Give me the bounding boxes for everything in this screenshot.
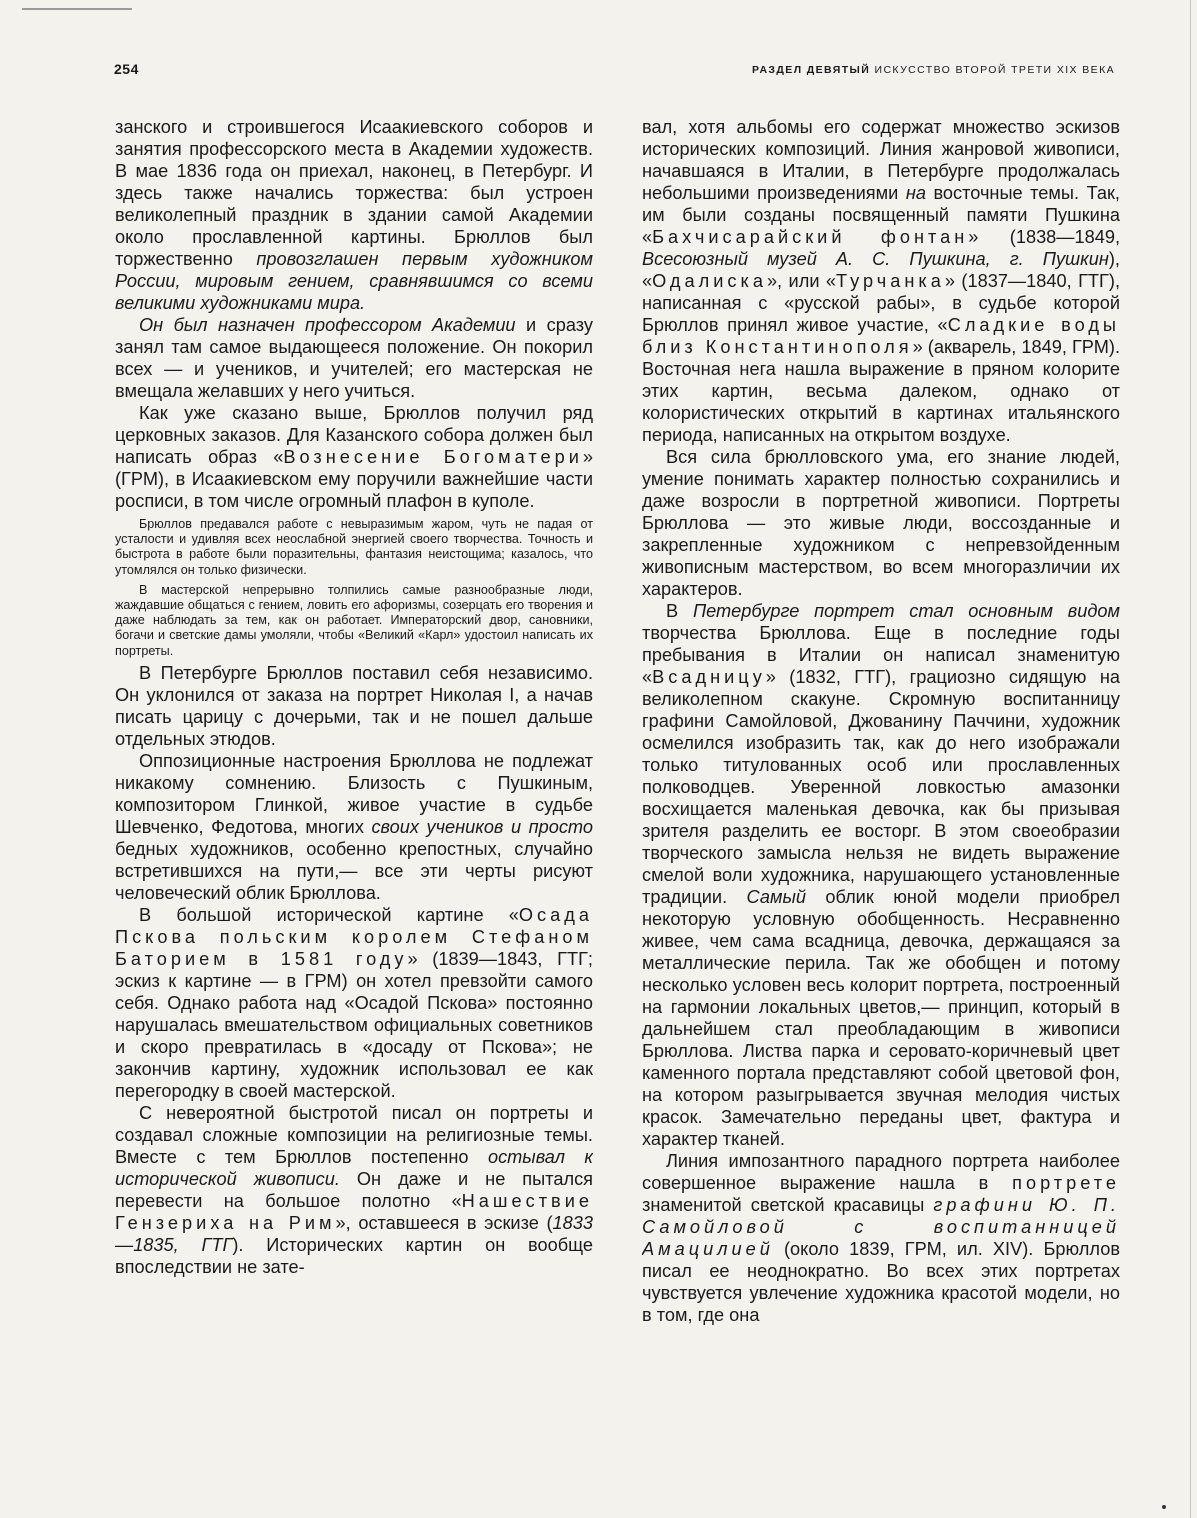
paragraph: В Петербурге Брюллов поставил себя независимо. Он уклонился от заказа на портрет Николая I, а начав писать царицу с дочерьми, так и не пошел дальше отдельных этюдов.	[115, 662, 593, 749]
text-run: » (1838—1849,	[968, 227, 1120, 247]
italic-run: Всесоюзный музей А. С. Пушкина, г. Пушкин	[642, 249, 1109, 269]
section-title: ИСКУССТВО ВТОРОЙ ТРЕТИ XIX ВЕКА	[874, 64, 1115, 76]
text-run: » (1839—1843, ГТГ; эскиз к картине — в ГРМ) он хотел превзойти самого себя. Однако работа над «Осадой Пскова» постоянно нарушалась вмешательством официальных советников и скоро превратилась в «досаду от Пскова»; не закончив картину, художник использовал ее как перегородку в своей мастерской.	[115, 948, 593, 1101]
italic-run: 1833—1835, ГТГ	[115, 1212, 593, 1255]
text-run: творчества Брюллова. Еще в последние годы пребывания в Италии он написал знаменитую «	[642, 623, 1120, 687]
text-run: ). Исторических картин он вообще впоследствии не зате-	[115, 1234, 593, 1277]
spaced-title: Осада Пскова польским королем Стефаном Баторием в 1581 году	[115, 904, 593, 969]
spaced-title: Одалиска	[652, 271, 767, 291]
text-run: Он даже и не пытался перевести на большое полотно «	[115, 1168, 593, 1211]
text-run: », оставшееся в эскизе (	[335, 1212, 553, 1233]
text-run: облик юной модели приобрел некоторую условную обобщенность. Несравненно живее, чем сама всадница, девочка, держащаяся за металлические перила. Так же обобщен и потому несколько условен весь колорит портрета, построенный на гармонии локальных цветов,— принцип, который в дальнейшем стал преобладающим в живописи Брюллова. Листва парка и серовато-коричневый цвет каменного портала представляют собой цветовой фон, на котором разыгрывается звучная мелодия чистых красок. Замечательно переданы цвет, фактура и характер тканей.	[642, 887, 1120, 1149]
paragraph	[642, 116, 1120, 446]
text-run: занского и строившегося Исаакиевского соборов и занятия профессорского места в Академии художеств. В мае 1836 года он приехал, наконец, в Петербург. И здесь также начались торжества: был устроен великолепный праздник в здании самой Академии около прославленной картины. Брюллов был торжественно	[115, 117, 593, 269]
section-label: РАЗДЕЛ ДЕВЯТЫЙ	[751, 64, 871, 76]
scan-edge-line	[22, 8, 132, 10]
paragraph	[115, 402, 593, 512]
paragraph	[115, 1102, 593, 1278]
paragraph	[115, 750, 593, 904]
text-run: », или «	[766, 271, 837, 291]
text-run: Линия импозантного парадного портрета наиболее совершенное выражение нашла в	[642, 1151, 1120, 1193]
spaced-title: Сладкие воды близ Константинополя	[642, 315, 1120, 357]
spaced-title: Вознесение Богоматери	[283, 447, 583, 467]
paragraph: Вся сила брюлловского ума, его знание людей, умение понимать характер полностью сохранились и даже возросли в портретной живописи. Портреты Брюллова — это живые люди, воссозданные и закрепленные художником с непревзойденным живописным мастерством, во всем многоразличии их характеров.	[642, 447, 1120, 599]
text-run: ), «	[642, 249, 1120, 291]
small-print-quote: Брюллов предавался работе с невыразимым жаром, чуть не падая от усталости и удивляя всех неослабной энергией своего творчества. Точность и быстрота в работе были поразительны, фантазия неистощима; казалось, что утомлялся он только физически.	[115, 517, 593, 577]
italic-run: Он был назначен профессором Академии	[139, 315, 516, 335]
text-run: С невероятной быстротой писал он портреты и создавал сложные композиции на религиозные темы. Вместе с тем Брюллов постепенно	[115, 1102, 593, 1167]
italic-run: своих учеников и просто	[371, 816, 593, 837]
italic-run: Самый	[746, 887, 806, 907]
text-run: бедных художников, особенно крепостных, случайно встретившихся на пути,— все эти черты рисуют человеческий облик Брюллова.	[115, 838, 593, 903]
text-run: » (акварель, 1849, ГРМ). Восточная нега нашла выражение в пряном колорите этих картин, весьма далеком, однако от колористических открытий в картинах итальянского периода, написанных на открытом воздухе.	[642, 337, 1120, 445]
text-run: В большой исторической картине «	[139, 904, 519, 925]
spaced-italic-title: графини Ю. П. Самойловой с воспитанницей Амацилией	[642, 1195, 1120, 1259]
left-column	[115, 116, 593, 1481]
spaced-title: портрете	[1012, 1173, 1120, 1193]
text-run: вал, хотя альбомы его содержат множество эскизов исторических композиций. Линия жанровой живописи, начавшаяся в Италии, в Петербурге продолжалась небольшими произведениями	[642, 117, 1120, 203]
text-run: В	[666, 601, 693, 621]
text-run: » (ГРМ), в Исаакиевском ему поручили важнейшие части росписи, в том числе огромный плафон в куполе.	[115, 447, 593, 511]
italic-run: Петербурге портрет стал основным видом	[692, 601, 1120, 621]
scan-speck	[1162, 1505, 1166, 1509]
text-run: и сразу занял там самое выдающееся положение. Он покорил всех — и учеников, и учителей; его мастерская не вмещала желавших у него учиться.	[115, 315, 593, 401]
spaced-title: Бахчисарайский фонтан	[652, 227, 969, 247]
text-run: восточные темы. Так, им были созданы посвященный памяти Пушкина «	[642, 183, 1120, 247]
paragraph	[115, 116, 593, 314]
text-run: » (1832, ГТГ), грациозно сидящую на великолепном скакуне. Скромную воспитанницу графини Самойловой, Джованину Паччини, художник осмелился изобразить так, как до него изображали только титулованных особ или прославленных полководцев. Уверенной ловкостью амазонки восхищается маленькая девочка, как бы призывая зрителя разделить ее восторг. В этом своеобразии творческого замысла нельзя не видеть выражение смелой воли художника, нарушающего установленные традиции.	[642, 667, 1120, 907]
text-run: (около 1839, ГРМ, ил. XIV). Брюллов писал ее неоднократно. Во всех этих портретах чувствуется увлечение художника красотой модели, но в том, где она	[642, 1239, 1120, 1325]
text-run: Как уже сказано выше, Брюллов получил ряд церковных заказов. Для Казанского собора должен был написать образ «	[115, 403, 593, 467]
italic-run: на	[905, 183, 926, 203]
text-run: » (1837—1840, ГТГ), написанная с «русской рабы», в судьбе которой Брюллов принял живое участие, «	[642, 271, 1120, 335]
page-edge	[1190, 0, 1191, 1518]
paragraph	[642, 1150, 1120, 1326]
spaced-title: Турчанка	[836, 271, 945, 291]
page-number: 254	[114, 61, 139, 77]
running-header	[752, 64, 1115, 76]
small-print-quote: В мастерской непрерывно толпились самые разнообразные люди, жаждавшие общаться с гением, ловить его афоризмы, созерцать его творения и даже наблюдать за тем, как он работает. Императорский двор, сановники, богачи и светские дамы умоляли, чтобы «Великий «Карл» удостоил написать их портреты.	[115, 582, 593, 658]
paragraph	[115, 314, 593, 402]
paragraph	[115, 904, 593, 1102]
paragraph	[642, 600, 1120, 1150]
italic-run: провозглашен первым художником России, мировым гением, сравнявшимся со всеми великими художниками мира.	[115, 249, 593, 313]
spaced-title: Всадницу	[652, 667, 766, 687]
spaced-title: Нашествие Гензериха на Рим	[115, 1190, 593, 1233]
right-column	[642, 116, 1120, 1481]
text-run: Оппозиционные настроения Брюллова не подлежат никакому сомнению. Близость с Пушкиным, композитором Глинкой, живое участие в судьбе Шевченко, Федотова, многих	[115, 750, 593, 837]
italic-run: остывал к исторической живописи.	[115, 1146, 593, 1189]
text-run: знаменитой светской красавицы	[642, 1195, 934, 1215]
